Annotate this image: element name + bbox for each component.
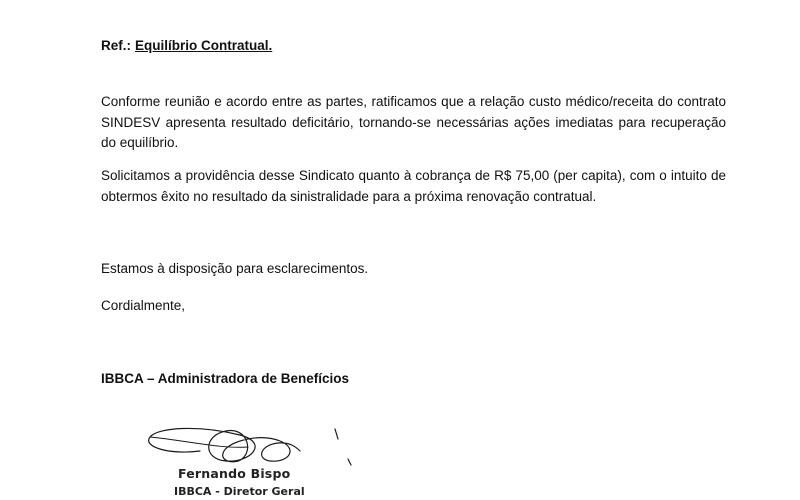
signatory-title: IBBCA - Diretor Geral — [174, 485, 305, 498]
company-name: IBBCA – Administradora de Benefícios — [101, 371, 350, 386]
paragraph-contract-result: Conforme reunião e acordo entre as partes, ratificamos que a relação custo médico/receita do contrato SINDESV apresenta resultado deficitário, tornando-se necessárias ações imediatas para recuperação do equilíbrio. — [101, 94, 726, 150]
closing-salutation: Cordialmente, — [101, 298, 186, 313]
signatory-name: Fernando Bispo — [178, 466, 291, 481]
paragraph-request: Solicitamos a providência desse Sindicato quanto à cobrança de R$ 75,00 (per capita), com o intuito de obtermos êxito no resultado da sinistralidade para a próxima renovação contratual. — [101, 168, 726, 204]
reference-label: Ref.: — [101, 38, 131, 53]
reference-subject: Equilíbrio Contratual. — [135, 38, 273, 53]
paragraph-availability: Estamos à disposição para esclarecimentos. — [101, 261, 369, 276]
reference-line — [101, 38, 272, 53]
